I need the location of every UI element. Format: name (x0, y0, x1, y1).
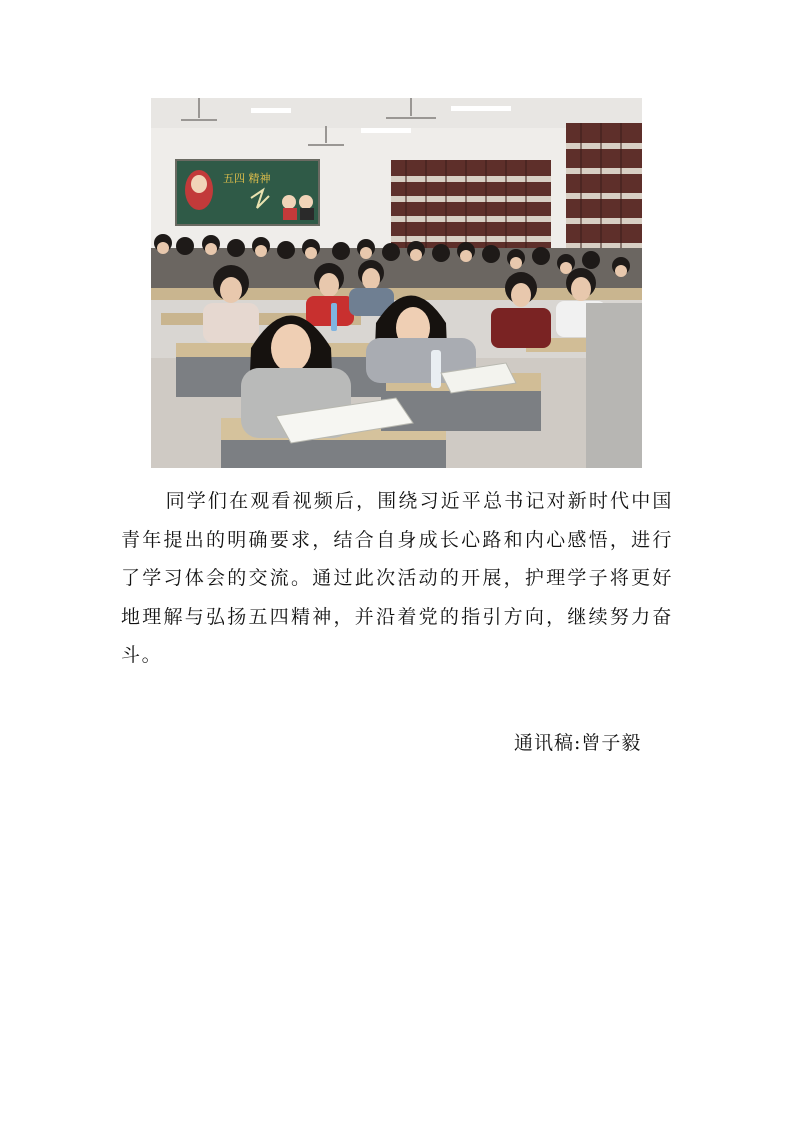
water-bottle (431, 350, 441, 388)
ceiling-light (251, 108, 291, 113)
classroom-photo (151, 98, 642, 468)
classroom-illustration (151, 98, 642, 468)
podium (586, 303, 642, 468)
blackboard (176, 160, 319, 225)
blackboard-text: 五四 精神 (223, 172, 271, 185)
article-byline: 通讯稿:曾子毅 (514, 732, 642, 754)
article-paragraph (121, 482, 673, 675)
ceiling-light (451, 106, 511, 111)
article-paragraph-text: 同学们在观看视频后，围绕习近平总书记对新时代中国青年提出的明确要求，结合自身成长心路和内心感悟，进行了学习体会的交流。通过此次活动的开展，护理学子将更好地理解与弘扬五四精神，并沿着党的指引方向，继续努力奋斗。 (121, 490, 673, 666)
ceiling-light (361, 128, 411, 133)
